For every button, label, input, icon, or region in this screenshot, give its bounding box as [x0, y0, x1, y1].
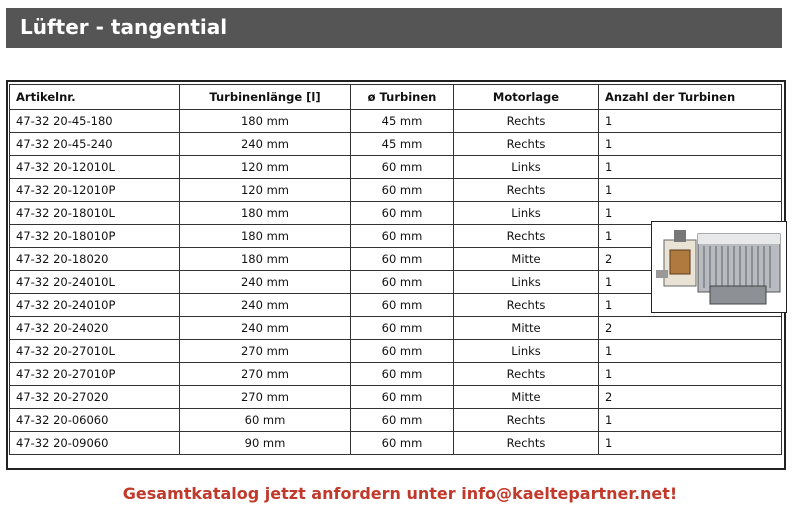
cell-durchmesser: 60 mm	[351, 156, 454, 179]
cell-durchmesser: 60 mm	[351, 432, 454, 455]
cell-motorlage: Links	[454, 202, 599, 225]
table-row	[10, 340, 782, 363]
cell-turbinenlaenge: 180 mm	[180, 225, 351, 248]
cell-anzahl: 1	[599, 271, 782, 294]
cell-motorlage: Rechts	[454, 225, 599, 248]
cell-anzahl: 1	[599, 409, 782, 432]
cell-artikelnr: 47-32 20-45-180	[10, 110, 180, 133]
cell-motorlage: Rechts	[454, 409, 599, 432]
cell-artikelnr: 47-32 20-18020	[10, 248, 180, 271]
table-header-row	[10, 85, 782, 110]
cell-artikelnr: 47-32 20-18010P	[10, 225, 180, 248]
table-row	[10, 432, 782, 455]
cell-motorlage: Rechts	[454, 133, 599, 156]
cell-durchmesser: 60 mm	[351, 294, 454, 317]
cell-anzahl: 2	[599, 248, 782, 271]
cell-durchmesser: 60 mm	[351, 271, 454, 294]
column-header-turbinenlaenge: Turbinenlänge [l]	[180, 85, 351, 110]
cell-motorlage: Rechts	[454, 432, 599, 455]
cell-durchmesser: 60 mm	[351, 248, 454, 271]
cell-motorlage: Rechts	[454, 110, 599, 133]
cell-turbinenlaenge: 120 mm	[180, 156, 351, 179]
cell-artikelnr: 47-32 20-45-240	[10, 133, 180, 156]
cell-anzahl: 2	[599, 386, 782, 409]
cell-anzahl: 1	[599, 294, 782, 317]
column-header-artikelnr: Artikelnr.	[10, 85, 180, 110]
cell-artikelnr: 47-32 20-27010P	[10, 363, 180, 386]
cell-turbinenlaenge: 270 mm	[180, 386, 351, 409]
cell-motorlage: Links	[454, 340, 599, 363]
cell-anzahl: 1	[599, 133, 782, 156]
table-row	[10, 409, 782, 432]
cell-artikelnr: 47-32 20-06060	[10, 409, 180, 432]
fan-product-image	[651, 221, 787, 313]
cell-turbinenlaenge: 180 mm	[180, 110, 351, 133]
cell-motorlage: Links	[454, 271, 599, 294]
cell-artikelnr: 47-32 20-27010L	[10, 340, 180, 363]
table-row	[10, 363, 782, 386]
cell-durchmesser: 60 mm	[351, 386, 454, 409]
cell-turbinenlaenge: 120 mm	[180, 179, 351, 202]
title-bar	[6, 8, 782, 48]
column-header-durchmesser: ø Turbinen	[351, 85, 454, 110]
cell-anzahl: 1	[599, 179, 782, 202]
cell-anzahl: 1	[599, 432, 782, 455]
table-row	[10, 156, 782, 179]
cell-motorlage: Rechts	[454, 294, 599, 317]
table-row	[10, 179, 782, 202]
cell-artikelnr: 47-32 20-24010P	[10, 294, 180, 317]
column-header-motorlage: Motorlage	[454, 85, 599, 110]
cell-turbinenlaenge: 240 mm	[180, 271, 351, 294]
cell-durchmesser: 60 mm	[351, 409, 454, 432]
cell-turbinenlaenge: 240 mm	[180, 317, 351, 340]
cell-turbinenlaenge: 270 mm	[180, 340, 351, 363]
cell-motorlage: Mitte	[454, 386, 599, 409]
cell-artikelnr: 47-32 20-24020	[10, 317, 180, 340]
cell-turbinenlaenge: 180 mm	[180, 202, 351, 225]
cell-artikelnr: 47-32 20-18010L	[10, 202, 180, 225]
cell-motorlage: Mitte	[454, 248, 599, 271]
cell-artikelnr: 47-32 20-24010L	[10, 271, 180, 294]
cell-motorlage: Mitte	[454, 317, 599, 340]
table-row	[10, 386, 782, 409]
cell-durchmesser: 60 mm	[351, 202, 454, 225]
cell-motorlage: Rechts	[454, 179, 599, 202]
column-header-anzahl: Anzahl der Turbinen	[599, 85, 782, 110]
cell-turbinenlaenge: 270 mm	[180, 363, 351, 386]
cell-turbinenlaenge: 60 mm	[180, 409, 351, 432]
cell-artikelnr: 47-32 20-12010P	[10, 179, 180, 202]
cell-anzahl: 1	[599, 363, 782, 386]
cell-turbinenlaenge: 180 mm	[180, 248, 351, 271]
cell-motorlage: Rechts	[454, 363, 599, 386]
cell-durchmesser: 60 mm	[351, 317, 454, 340]
cell-artikelnr: 47-32 20-27020	[10, 386, 180, 409]
cell-anzahl: 1	[599, 202, 782, 225]
cell-artikelnr: 47-32 20-09060	[10, 432, 180, 455]
table-row	[10, 317, 782, 340]
cell-durchmesser: 60 mm	[351, 179, 454, 202]
cell-anzahl: 1	[599, 110, 782, 133]
catalog-request-text: Gesamtkatalog jetzt anfordern unter info@kaeltepartner.net!	[122, 484, 678, 503]
table-row	[10, 133, 782, 156]
cell-anzahl: 1	[599, 340, 782, 363]
cell-durchmesser: 60 mm	[351, 340, 454, 363]
table-row	[10, 110, 782, 133]
cell-artikelnr: 47-32 20-12010L	[10, 156, 180, 179]
cell-durchmesser: 45 mm	[351, 133, 454, 156]
cell-turbinenlaenge: 90 mm	[180, 432, 351, 455]
cell-anzahl: 2	[599, 317, 782, 340]
cell-motorlage: Links	[454, 156, 599, 179]
cell-turbinenlaenge: 240 mm	[180, 133, 351, 156]
cell-anzahl: 1	[599, 156, 782, 179]
page-title: Lüfter - tangential	[20, 15, 228, 39]
cell-durchmesser: 45 mm	[351, 110, 454, 133]
cell-turbinenlaenge: 240 mm	[180, 294, 351, 317]
cell-durchmesser: 60 mm	[351, 225, 454, 248]
tangential-fan-icon	[652, 222, 786, 312]
cell-durchmesser: 60 mm	[351, 363, 454, 386]
cell-anzahl: 1	[599, 225, 782, 248]
